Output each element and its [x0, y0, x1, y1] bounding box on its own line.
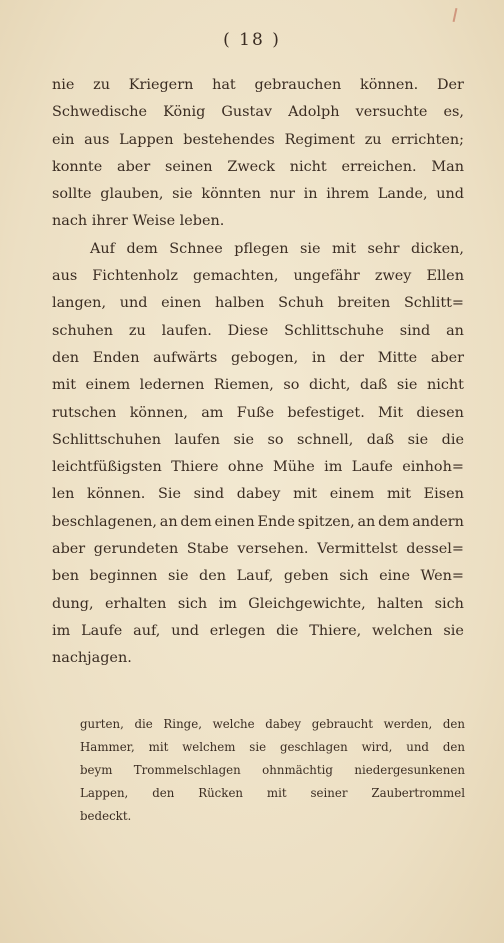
text-line: beschlagenen, an dem einen Ende spitzen, an dem andern — [52, 513, 464, 530]
text-line: ein aus Lappen bestehendes Regiment zu errichten; — [52, 131, 464, 148]
text-line: dung, erhalten sich im Gleichgewichte, halten sich — [52, 595, 464, 612]
text-line: nachjagen. — [52, 650, 132, 667]
text-line: mit einem ledernen Riemen, so dicht, daß sie nicht — [52, 377, 464, 394]
footnote-line: gurten, die Ringe, welche dabey gebraucht werden, den — [80, 717, 465, 731]
body-text — [52, 72, 464, 673]
text-line: im Laufe auf, und erlegen die Thiere, welchen sie — [52, 622, 464, 639]
text-line: aus Fichtenholz gemachten, ungefähr zwey Ellen — [52, 268, 464, 285]
footnote-line: beym Trommelschlagen ohnmächtig niedergesunkenen — [80, 763, 465, 777]
text-line: Auf dem Schnee pflegen sie mit sehr dicken, — [90, 240, 464, 257]
footnote-line: Lappen, den Rücken mit seiner Zaubertrommel — [80, 786, 465, 800]
text-line: leichtfüßigsten Thiere ohne Mühe im Laufe einhoh= — [52, 459, 464, 476]
text-line: Schlittschuhen laufen sie so schnell, daß sie die — [52, 431, 464, 448]
text-line: aber gerundeten Stabe versehen. Vermittelst dessel= — [52, 541, 464, 558]
page-number: ( 18 ) — [223, 30, 281, 50]
ink-mark — [453, 8, 458, 22]
text-line: ben beginnen sie den Lauf, geben sich eine Wen= — [52, 568, 464, 585]
footnote-line: Hammer, mit welchem sie geschlagen wird, und den — [80, 740, 465, 754]
text-line: sollte glauben, sie könnten nur in ihrem Lande, und — [52, 186, 464, 203]
text-line: schuhen zu laufen. Diese Schlittschuhe sind an — [52, 322, 464, 339]
text-line: den Enden aufwärts gebogen, in der Mitte aber — [52, 349, 464, 366]
footnote-line: bedeckt. — [80, 809, 132, 823]
text-line: konnte aber seinen Zweck nicht erreichen. Man — [52, 158, 464, 175]
footnote — [80, 713, 465, 828]
text-line: nach ihrer Weise leben. — [52, 213, 225, 230]
text-line: Schwedische König Gustav Adolph versuchte es, — [52, 104, 464, 121]
text-line: nie zu Kriegern hat gebrauchen können. Der — [52, 77, 464, 93]
text-line: len können. Sie sind dabey mit einem mit Eisen — [52, 486, 464, 503]
text-line: langen, und einen halben Schuh breiten Schlitt= — [52, 295, 464, 312]
text-line: rutschen können, am Fuße befestiget. Mit diesen — [52, 404, 464, 421]
